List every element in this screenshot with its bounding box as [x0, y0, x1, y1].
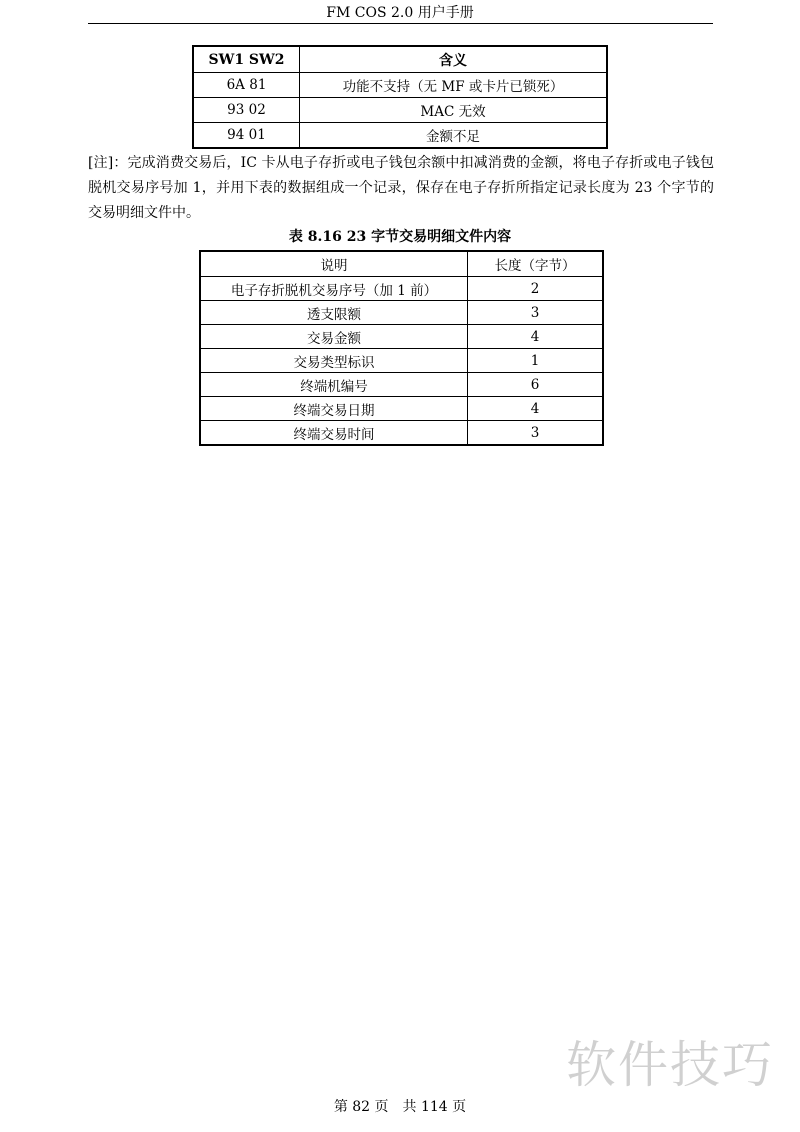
- column-header-length: 长度（字节）: [468, 251, 604, 277]
- field-length-cell: 3: [468, 421, 604, 446]
- header-divider: [88, 23, 713, 24]
- field-description-cell: 终端交易日期: [200, 397, 468, 421]
- status-code-cell: 94 01: [193, 123, 300, 149]
- field-description-cell: 透支限额: [200, 301, 468, 325]
- note-paragraph: [注]：完成消费交易后，IC 卡从电子存折或电子钱包余额中扣减消费的金额，将电子存折或电子钱包脱机交易序号加 1，并用下表的数据组成一个记录，保存在电子存折所指定记录长度为 23 个字节的交易明细文件中。: [88, 155, 714, 221]
- field-length-cell: 6: [468, 373, 604, 397]
- status-code-cell: 6A 81: [193, 73, 300, 98]
- field-length-cell: 4: [468, 325, 604, 349]
- table-row: [200, 349, 603, 373]
- page-header-title: FM COS 2.0 用户手册: [326, 5, 474, 21]
- table-row: [200, 397, 603, 421]
- field-description-cell: 电子存折脱机交易序号（加 1 前）: [200, 277, 468, 301]
- table-row: [200, 325, 603, 349]
- table-row: [193, 123, 607, 149]
- field-description-cell: 交易金额: [200, 325, 468, 349]
- status-word-table: [192, 45, 608, 149]
- field-description-cell: 终端交易时间: [200, 421, 468, 446]
- table-row: [200, 301, 603, 325]
- table-caption: 表 8.16 23 字节交易明细文件内容: [288, 229, 512, 245]
- transaction-detail-table: [199, 250, 604, 446]
- table-row: [193, 73, 607, 98]
- table-row: [193, 98, 607, 123]
- field-length-cell: 1: [468, 349, 604, 373]
- column-header-meaning: 含义: [300, 46, 608, 73]
- table-header-row: [193, 46, 607, 73]
- page-footer: 第 82 页 共 114 页: [333, 1099, 467, 1115]
- status-meaning-cell: 金额不足: [300, 123, 608, 149]
- status-meaning-cell: MAC 无效: [300, 98, 608, 123]
- table-row: [200, 373, 603, 397]
- column-header-sw: SW1 SW2: [193, 46, 300, 73]
- table-row: [200, 277, 603, 301]
- field-length-cell: 3: [468, 301, 604, 325]
- watermark-text: 软件技巧: [566, 1036, 774, 1094]
- table-row: [200, 421, 603, 446]
- field-description-cell: 交易类型标识: [200, 349, 468, 373]
- field-length-cell: 4: [468, 397, 604, 421]
- field-description-cell: 终端机编号: [200, 373, 468, 397]
- column-header-description: 说明: [200, 251, 468, 277]
- status-meaning-cell: 功能不支持（无 MF 或卡片已锁死）: [300, 73, 608, 98]
- table-header-row: [200, 251, 603, 277]
- field-length-cell: 2: [468, 277, 604, 301]
- status-code-cell: 93 02: [193, 98, 300, 123]
